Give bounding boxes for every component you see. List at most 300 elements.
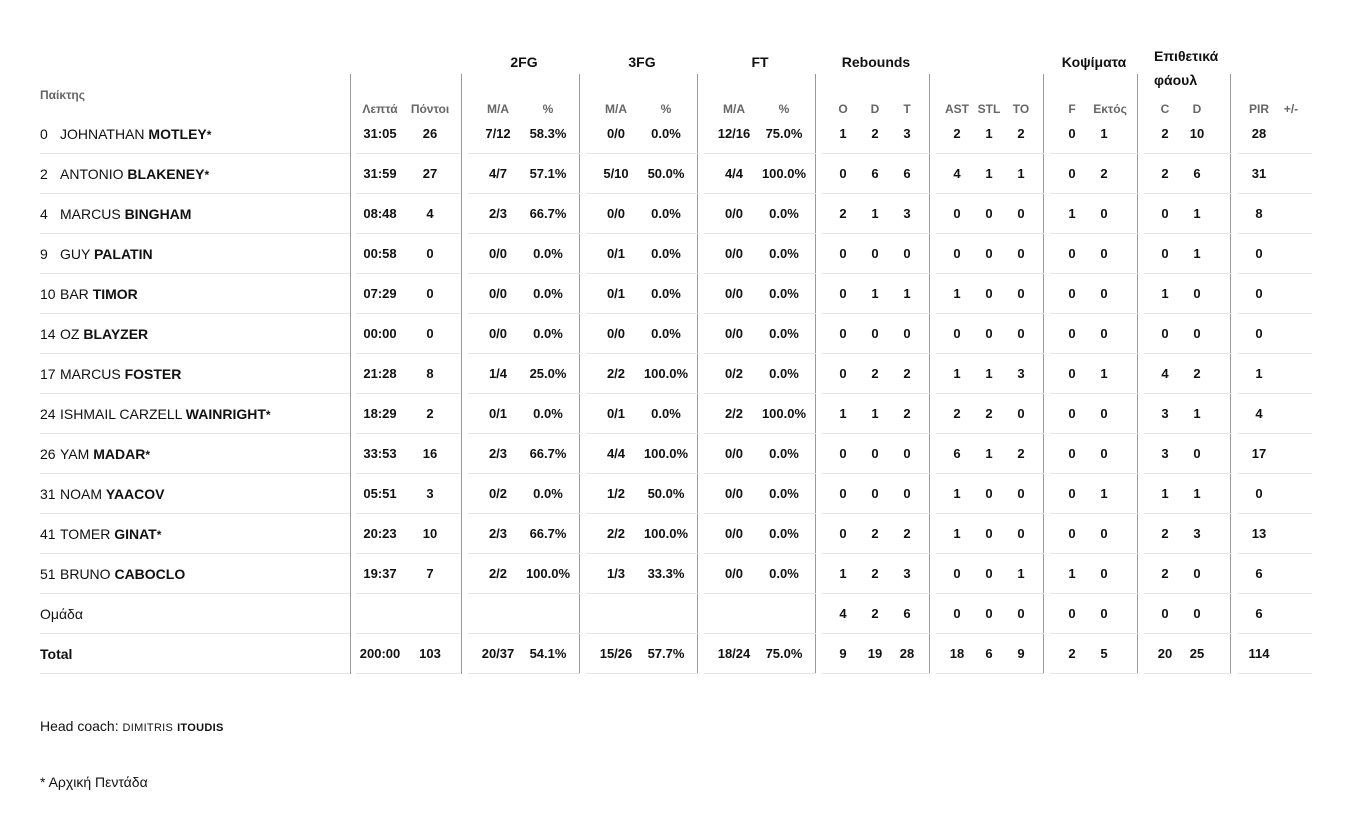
- stat-fg2: 0/0: [488, 286, 508, 301]
- stat-stl: 0: [985, 206, 993, 221]
- player-last-name: BLAYZER: [83, 326, 149, 342]
- stat-o: 0: [839, 486, 847, 501]
- stat-to: 0: [1017, 406, 1025, 421]
- stat-pts: 27: [422, 166, 438, 181]
- table-row: [40, 274, 1320, 314]
- stat-to: 9: [1017, 646, 1025, 661]
- stat-pts: 103: [419, 646, 441, 661]
- stat-ft: 0/0: [724, 526, 744, 541]
- player-name[interactable]: [40, 314, 148, 354]
- stat-pts: 26: [422, 126, 438, 141]
- stat-pir: 4: [1255, 406, 1263, 421]
- stat-fd: 1: [1193, 486, 1201, 501]
- stat-ast: 0: [953, 566, 961, 581]
- stat-ft: 0/0: [724, 246, 744, 261]
- header-2fg: 2FG: [510, 54, 538, 70]
- table-row: [40, 554, 1320, 594]
- stat-pts: 4: [426, 206, 434, 221]
- stat-stl: 0: [985, 526, 993, 541]
- stat-fg2p: [518, 594, 578, 634]
- stat-ba: 0: [1100, 406, 1108, 421]
- starter-mark: *: [204, 168, 210, 182]
- stat-pts: 8: [426, 366, 434, 381]
- stat-to: 1: [1017, 566, 1025, 581]
- stat-fg2: 0/1: [488, 406, 508, 421]
- stat-ftp: 0.0%: [769, 526, 799, 541]
- stat-pts: 2: [426, 406, 434, 421]
- stat-stl: 0: [985, 286, 993, 301]
- stat-fc: 1: [1161, 486, 1169, 501]
- stat-to: 0: [1017, 606, 1025, 621]
- header-3fg: 3FG: [628, 54, 656, 70]
- stat-bf: 0: [1068, 166, 1076, 181]
- stat-fg2: 0/2: [488, 486, 508, 501]
- stat-to: 0: [1017, 286, 1025, 301]
- stat-o: 4: [839, 606, 847, 621]
- stat-d: 2: [871, 126, 879, 141]
- stat-t: 6: [903, 166, 911, 181]
- stat-fg2: 20/37: [481, 646, 515, 661]
- player-last-name: MOTLEY: [148, 126, 207, 142]
- stat-pm: [1261, 274, 1321, 314]
- stat-fc: 2: [1161, 166, 1169, 181]
- player-number: 24: [40, 406, 56, 422]
- stat-pts: 0: [426, 286, 434, 301]
- player-last-name: YAACOV: [105, 486, 165, 502]
- header-ft-ma: M/A: [723, 102, 745, 116]
- stat-fc: 0: [1161, 606, 1169, 621]
- stat-fc: 4: [1161, 366, 1169, 381]
- player-last-name: CABOCLO: [114, 566, 186, 582]
- stat-t: 1: [903, 286, 911, 301]
- stat-fg3p: 50.0%: [647, 166, 685, 181]
- stat-o: 2: [839, 206, 847, 221]
- stat-to: 1: [1017, 166, 1025, 181]
- stat-fg2p: 54.1%: [529, 646, 567, 661]
- player-first-name: NOAM: [60, 486, 102, 502]
- stat-fc: 3: [1161, 406, 1169, 421]
- player-number: 4: [40, 206, 48, 222]
- stat-d: 2: [871, 566, 879, 581]
- starter-mark: *: [145, 448, 150, 462]
- stat-fg2p: 66.7%: [529, 206, 567, 221]
- table-row: [40, 234, 1320, 274]
- stat-pm: [1261, 354, 1321, 394]
- stat-ba: 0: [1100, 286, 1108, 301]
- stat-ba: 0: [1100, 246, 1108, 261]
- stat-pts: 16: [422, 446, 438, 461]
- stat-ft: 0/0: [724, 286, 744, 301]
- player-last-name: BINGHAM: [124, 206, 192, 222]
- stat-stl: 6: [985, 646, 993, 661]
- stat-d: 0: [871, 246, 879, 261]
- stat-ftp: 0.0%: [769, 446, 799, 461]
- stat-bf: 2: [1068, 646, 1076, 661]
- stat-fg3: 15/26: [599, 646, 633, 661]
- player-number: 26: [40, 446, 56, 462]
- stat-fg3: 2/2: [606, 526, 626, 541]
- row-divider: [40, 673, 350, 674]
- stat-fg3p: 0.0%: [651, 286, 681, 301]
- stat-fg3: 0/1: [606, 286, 626, 301]
- starter-note: * Αρχική Πεντάδα: [40, 774, 148, 790]
- stat-bf: 0: [1068, 246, 1076, 261]
- stat-min: 00:00: [363, 326, 397, 341]
- player-first-name: ISHMAIL CARZELL: [60, 406, 182, 422]
- header-reb-t: T: [903, 102, 911, 116]
- row-divider: [704, 673, 816, 674]
- stat-to: 0: [1017, 526, 1025, 541]
- player-last-name: PALATIN: [93, 246, 153, 262]
- stat-min: 33:53: [363, 446, 397, 461]
- player-name[interactable]: [40, 354, 181, 394]
- stat-ft: 0/0: [724, 446, 744, 461]
- stat-pir: 0: [1255, 486, 1263, 501]
- stat-ftp: [754, 594, 814, 634]
- player-name[interactable]: [40, 154, 209, 194]
- stat-d: 0: [871, 326, 879, 341]
- stat-stl: 2: [985, 406, 993, 421]
- stat-pm: [1261, 154, 1321, 194]
- stat-fc: 20: [1157, 646, 1173, 661]
- player-name[interactable]: [40, 514, 161, 554]
- stat-t: 6: [903, 606, 911, 621]
- stat-pm: [1261, 314, 1321, 354]
- stat-ftp: 0.0%: [769, 206, 799, 221]
- stat-fg2p: 0.0%: [533, 406, 563, 421]
- stat-bf: 0: [1068, 446, 1076, 461]
- stat-t: 0: [903, 246, 911, 261]
- starter-mark: *: [206, 128, 212, 142]
- stat-bf: 0: [1068, 366, 1076, 381]
- header-points: Πόντοι: [410, 102, 450, 116]
- player-name[interactable]: [40, 234, 153, 274]
- table-row: [40, 194, 1320, 234]
- stat-ast: 18: [949, 646, 965, 661]
- stat-fd: 3: [1193, 526, 1201, 541]
- stat-d: 1: [871, 406, 879, 421]
- player-name[interactable]: [40, 394, 271, 434]
- header-3fg-ma: M/A: [605, 102, 627, 116]
- stat-fg2: 2/3: [488, 446, 508, 461]
- stat-d: 19: [867, 646, 883, 661]
- stat-fc: 2: [1161, 566, 1169, 581]
- table-row: [40, 394, 1320, 434]
- stat-d: 6: [871, 166, 879, 181]
- player-name[interactable]: [40, 114, 211, 154]
- player-number: 9: [40, 246, 48, 262]
- stat-ast: 1: [953, 526, 961, 541]
- stat-o: 0: [839, 446, 847, 461]
- row-divider: [586, 673, 698, 674]
- player-number: 51: [40, 566, 56, 582]
- stat-ba: 0: [1100, 206, 1108, 221]
- stat-t: 0: [903, 486, 911, 501]
- stat-d: 0: [871, 446, 879, 461]
- stat-fc: 0: [1161, 206, 1169, 221]
- stat-fg2p: 66.7%: [529, 526, 567, 541]
- starter-mark: *: [265, 408, 271, 422]
- stat-min: 00:58: [363, 246, 397, 261]
- stat-pts: 0: [426, 326, 434, 341]
- stat-ba: 1: [1100, 366, 1108, 381]
- table-row: [40, 474, 1320, 514]
- player-number: 41: [40, 526, 56, 542]
- stat-pir: 6: [1255, 606, 1263, 621]
- player-name[interactable]: [40, 274, 138, 314]
- stat-o: 1: [839, 406, 847, 421]
- stat-fg2: 7/12: [485, 126, 511, 141]
- stat-ast: 2: [953, 126, 961, 141]
- stat-fg3: 0/0: [606, 126, 626, 141]
- table-row: [40, 434, 1320, 474]
- stat-to: 0: [1017, 246, 1025, 261]
- stat-ftp: 75.0%: [765, 646, 803, 661]
- player-first-name: BRUNO: [60, 566, 111, 582]
- player-number: 14: [40, 326, 56, 342]
- stat-stl: 1: [985, 366, 993, 381]
- header-3fg-pct: %: [660, 102, 672, 116]
- player-first-name: YAM: [60, 446, 90, 462]
- stat-o: 0: [839, 526, 847, 541]
- stat-pm: [1261, 634, 1321, 674]
- header-pir: PIR: [1248, 102, 1269, 116]
- player-first-name: MARCUS: [60, 366, 121, 382]
- header-player: Παίκτης: [40, 88, 85, 102]
- stat-fc: 0: [1161, 246, 1169, 261]
- stat-fg2p: 0.0%: [533, 246, 563, 261]
- player-first-name: OZ: [60, 326, 80, 342]
- stat-to: 3: [1017, 366, 1025, 381]
- stat-fg3p: 0.0%: [651, 326, 681, 341]
- stat-ba: 2: [1100, 166, 1108, 181]
- team-label: Ομάδα: [40, 606, 83, 622]
- player-number: 2: [40, 166, 48, 182]
- stat-t: 2: [903, 366, 911, 381]
- stat-fg3: 5/10: [603, 166, 629, 181]
- stat-ftp: 0.0%: [769, 246, 799, 261]
- header-to: TO: [1012, 102, 1030, 116]
- stat-stl: 1: [985, 126, 993, 141]
- stat-d: 0: [871, 486, 879, 501]
- header-blk-f: F: [1068, 102, 1076, 116]
- head-coach-last: ITOUDIS: [177, 722, 224, 734]
- stat-stl: 0: [985, 326, 993, 341]
- stat-d: 2: [871, 526, 879, 541]
- stat-ftp: 0.0%: [769, 326, 799, 341]
- stat-ftp: 0.0%: [769, 486, 799, 501]
- stat-o: 9: [839, 646, 847, 661]
- stat-fc: 1: [1161, 286, 1169, 301]
- stat-bf: 1: [1068, 566, 1076, 581]
- stat-ast: 1: [953, 366, 961, 381]
- stat-o: 0: [839, 246, 847, 261]
- stat-fg3: 1/2: [606, 486, 626, 501]
- player-last-name: GINAT: [114, 526, 157, 542]
- player-last-name: BLAKENEY: [127, 166, 205, 182]
- stat-pir: 31: [1251, 166, 1267, 181]
- player-first-name: BAR: [60, 286, 89, 302]
- stat-fg2: 0/0: [488, 326, 508, 341]
- stat-pir: 13: [1251, 526, 1267, 541]
- header-ft: FT: [751, 54, 769, 70]
- player-name[interactable]: [40, 474, 165, 514]
- stat-ft: 0/0: [724, 206, 744, 221]
- header-fouls-line1: Επιθετικά: [1154, 48, 1219, 64]
- player-number: 17: [40, 366, 56, 382]
- player-last-name: WAINRIGHT: [185, 406, 266, 422]
- stat-fd: 25: [1189, 646, 1205, 661]
- stat-bf: 0: [1068, 526, 1076, 541]
- stat-pir: 114: [1248, 646, 1270, 661]
- stat-ba: 0: [1100, 566, 1108, 581]
- stat-ast: 1: [953, 486, 961, 501]
- player-first-name: GUY: [60, 246, 91, 262]
- total-label: Total: [40, 646, 73, 662]
- stat-pm: [1261, 474, 1321, 514]
- stat-t: 3: [903, 206, 911, 221]
- stat-to: 0: [1017, 326, 1025, 341]
- stat-to: 0: [1017, 486, 1025, 501]
- stat-fg3: 2/2: [606, 366, 626, 381]
- head-coach-label: Head coach:: [40, 718, 119, 734]
- stat-o: 0: [839, 326, 847, 341]
- player-first-name: ANTONIO: [60, 166, 124, 182]
- stat-bf: 1: [1068, 206, 1076, 221]
- stat-fg2p: 66.7%: [529, 446, 567, 461]
- stat-stl: 0: [985, 246, 993, 261]
- player-last-name: TIMOR: [92, 286, 138, 302]
- stat-pts: 10: [422, 526, 438, 541]
- stat-stl: 1: [985, 166, 993, 181]
- stat-o: 1: [839, 566, 847, 581]
- stat-ft: 0/2: [724, 366, 744, 381]
- stat-bf: 0: [1068, 606, 1076, 621]
- stat-to: 2: [1017, 446, 1025, 461]
- stat-min: 07:29: [363, 286, 397, 301]
- stat-ast: 0: [953, 206, 961, 221]
- stat-ast: 4: [953, 166, 961, 181]
- stat-ft: 0/0: [724, 326, 744, 341]
- stat-fd: 0: [1193, 566, 1201, 581]
- stat-fg3p: 0.0%: [651, 126, 681, 141]
- stat-ftp: 0.0%: [769, 366, 799, 381]
- row-divider: [1050, 673, 1138, 674]
- stat-fg2: 4/7: [488, 166, 508, 181]
- stat-pm: [1261, 234, 1321, 274]
- stat-fg3: 0/1: [606, 406, 626, 421]
- stat-pm: [1261, 554, 1321, 594]
- stat-fd: 0: [1193, 326, 1201, 341]
- stat-fg3p: 33.3%: [647, 566, 685, 581]
- stat-stl: 0: [985, 606, 993, 621]
- stat-ast: 1: [953, 286, 961, 301]
- stat-fc: 3: [1161, 446, 1169, 461]
- player-name[interactable]: [40, 554, 185, 594]
- header-2fg-pct: %: [542, 102, 554, 116]
- stat-pir: 28: [1251, 126, 1267, 141]
- stat-fd: 6: [1193, 166, 1201, 181]
- stat-ba: 0: [1100, 446, 1108, 461]
- row-divider: [822, 673, 930, 674]
- stat-ba: 1: [1100, 126, 1108, 141]
- stat-min: 05:51: [363, 486, 397, 501]
- stat-ftp: 100.0%: [761, 166, 807, 181]
- header-2fg-ma: M/A: [487, 102, 509, 116]
- table-row: [40, 514, 1320, 554]
- stat-fd: 2: [1193, 366, 1201, 381]
- stat-pir: 0: [1255, 246, 1263, 261]
- stat-min: 31:59: [363, 166, 397, 181]
- header-reb-o: O: [838, 102, 848, 116]
- player-last-name: MADAR: [93, 446, 146, 462]
- header-ast: AST: [945, 102, 969, 116]
- stat-ast: 0: [953, 326, 961, 341]
- stat-ftp: 75.0%: [765, 126, 803, 141]
- header-ft-pct: %: [778, 102, 790, 116]
- stat-ft: 2/2: [724, 406, 744, 421]
- head-coach-first: DIMITRIS: [122, 722, 174, 734]
- stat-t: 0: [903, 326, 911, 341]
- stat-pir: 8: [1255, 206, 1263, 221]
- stat-bf: 0: [1068, 126, 1076, 141]
- stat-t: 2: [903, 406, 911, 421]
- stat-fg3: 0/0: [606, 326, 626, 341]
- player-first-name: JOHNATHAN: [60, 126, 145, 142]
- row-divider: [1238, 673, 1312, 674]
- stat-fd: 1: [1193, 206, 1201, 221]
- player-name[interactable]: [40, 434, 150, 474]
- stat-fg3p: 0.0%: [651, 206, 681, 221]
- total-row: [40, 634, 1320, 674]
- stat-fg2: 2/3: [488, 526, 508, 541]
- header-stl: STL: [977, 102, 1001, 116]
- stat-fg2p: 0.0%: [533, 486, 563, 501]
- stat-pir: 0: [1255, 286, 1263, 301]
- header-fouls: [1154, 44, 1218, 92]
- player-name[interactable]: [40, 194, 191, 234]
- header-foul-c: C: [1160, 102, 1170, 116]
- stat-ft: 4/4: [724, 166, 744, 181]
- stat-fg2p: 25.0%: [529, 366, 567, 381]
- stat-fd: 1: [1193, 246, 1201, 261]
- stat-ba: 0: [1100, 326, 1108, 341]
- stat-fg2p: 57.1%: [529, 166, 567, 181]
- stat-ba: 0: [1100, 606, 1108, 621]
- stat-min: 21:28: [363, 366, 397, 381]
- stat-fd: 0: [1193, 446, 1201, 461]
- stat-pm: [1261, 394, 1321, 434]
- stat-stl: 0: [985, 566, 993, 581]
- stat-pm: [1261, 434, 1321, 474]
- row-divider: [1144, 673, 1232, 674]
- stat-fg3p: 0.0%: [651, 406, 681, 421]
- stat-fg3p: 57.7%: [647, 646, 685, 661]
- stat-fg3p: 100.0%: [643, 446, 689, 461]
- stat-ftp: 100.0%: [761, 406, 807, 421]
- stat-d: 2: [871, 366, 879, 381]
- stat-t: 2: [903, 526, 911, 541]
- header-blocks: Κοψίματα: [1061, 54, 1127, 70]
- row-divider: [468, 673, 580, 674]
- header-minutes: Λεπτά: [362, 102, 398, 116]
- stat-min: 200:00: [359, 646, 401, 661]
- stat-ast: 0: [953, 246, 961, 261]
- stat-fg2p: 0.0%: [533, 326, 563, 341]
- stat-fg2: 2/3: [488, 206, 508, 221]
- player-first-name: MARCUS: [60, 206, 121, 222]
- stat-pts: 7: [426, 566, 434, 581]
